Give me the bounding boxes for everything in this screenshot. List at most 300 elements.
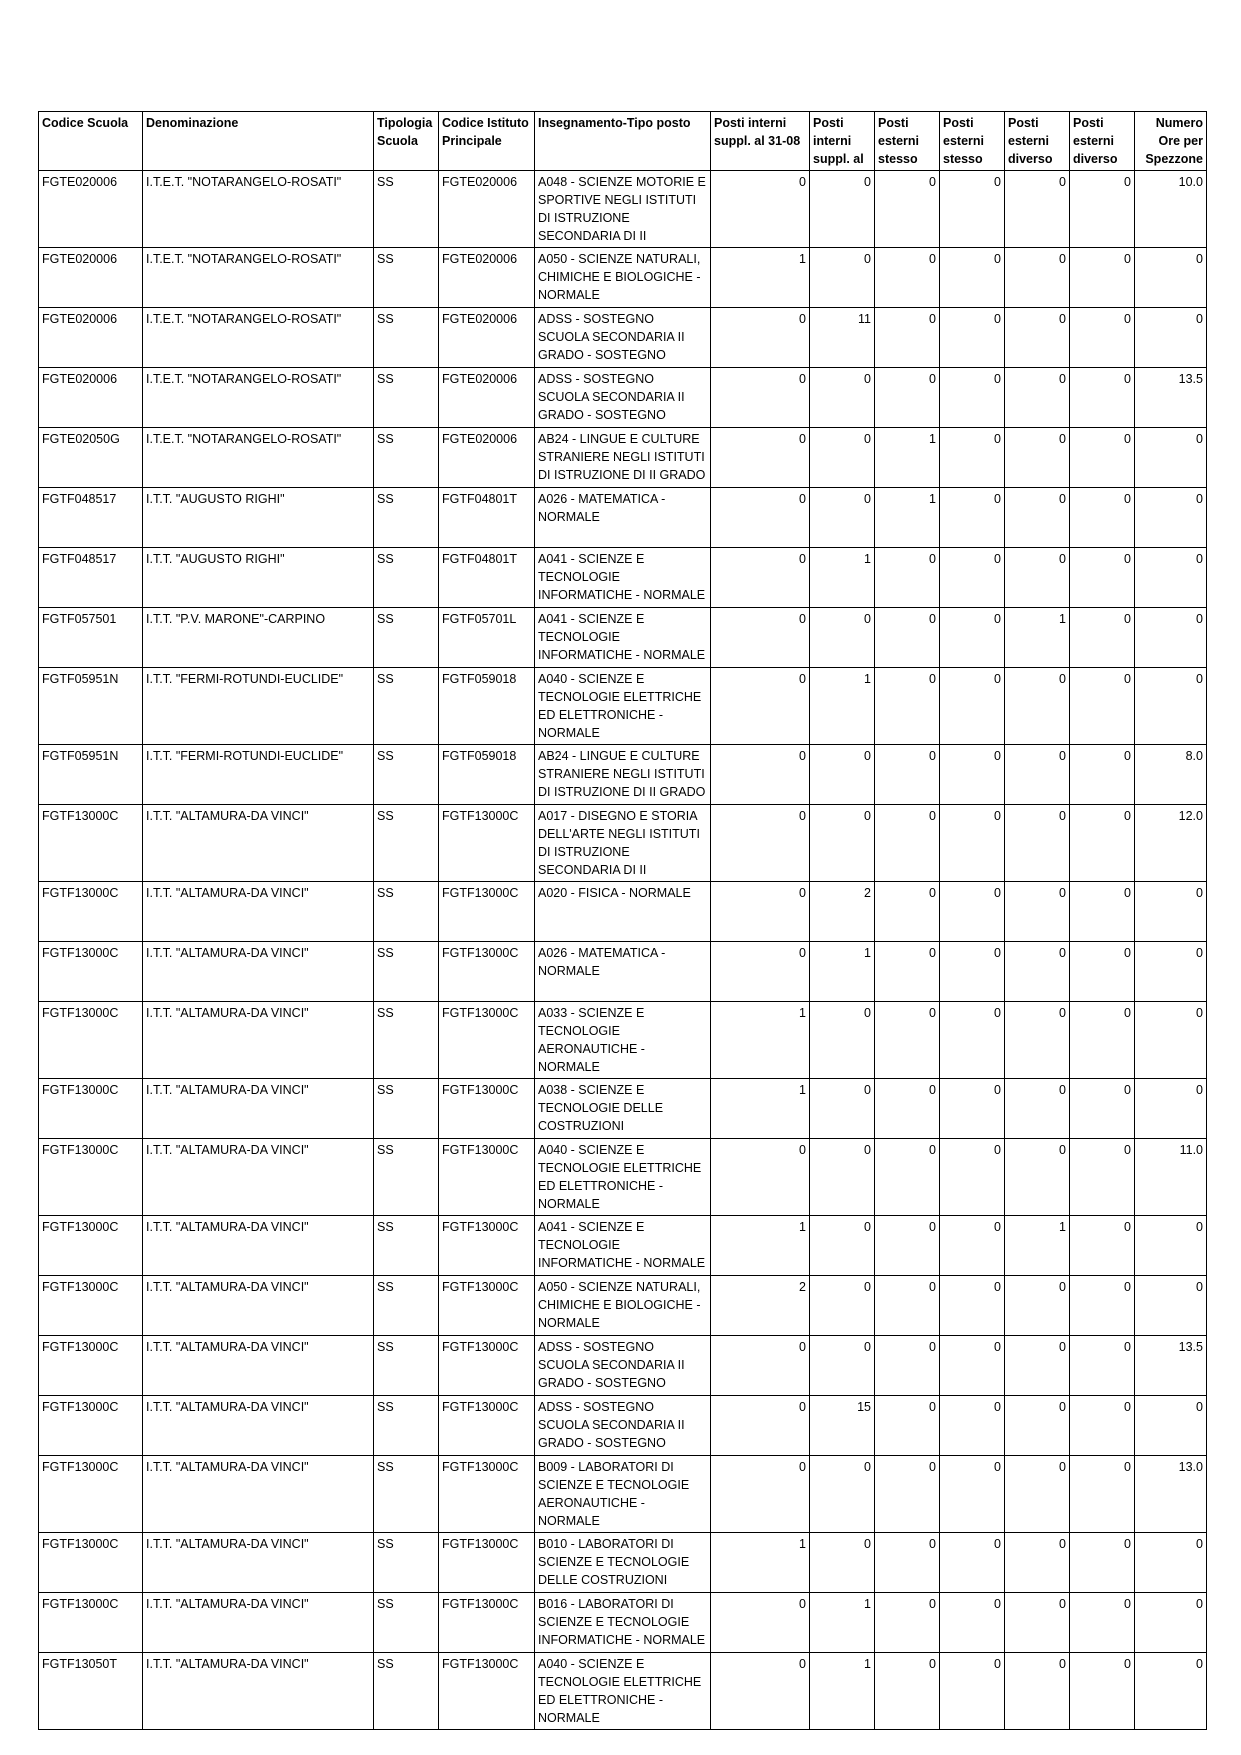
cell-posti-esterni-diverso-b: 0 bbox=[1070, 805, 1135, 882]
cell-posti-interni-suppl: 0 bbox=[810, 428, 875, 488]
cell-codice-istituto: FGTE020006 bbox=[439, 171, 535, 248]
cell-posti-esterni-stesso-a: 1 bbox=[875, 428, 940, 488]
col-header-codice-istituto-principale: Codice Istituto Principale bbox=[439, 112, 535, 171]
cell-posti-interni-31-08: 1 bbox=[711, 1079, 810, 1139]
cell-posti-esterni-stesso-a: 0 bbox=[875, 1216, 940, 1276]
cell-codice-scuola: FGTF13000C bbox=[39, 1533, 143, 1593]
table-row bbox=[39, 1079, 1207, 1139]
cell-denominazione: I.T.T. "ALTAMURA-DA VINCI" bbox=[143, 1336, 374, 1396]
cell-insegnamento: ADSS - SOSTEGNO SCUOLA SECONDARIA II GRADO - SOSTEGNO bbox=[535, 1396, 711, 1456]
cell-posti-esterni-stesso-a: 0 bbox=[875, 1456, 940, 1533]
cell-insegnamento: A041 - SCIENZE E TECNOLOGIE INFORMATICHE - NORMALE bbox=[535, 1216, 711, 1276]
cell-denominazione: I.T.E.T. "NOTARANGELO-ROSATI" bbox=[143, 308, 374, 368]
cell-posti-esterni-stesso-b: 0 bbox=[940, 248, 1005, 308]
cell-posti-esterni-diverso-a: 0 bbox=[1005, 428, 1070, 488]
cell-posti-interni-31-08: 0 bbox=[711, 1396, 810, 1456]
cell-posti-esterni-diverso-a: 0 bbox=[1005, 1456, 1070, 1533]
cell-posti-interni-suppl: 0 bbox=[810, 171, 875, 248]
cell-posti-esterni-diverso-b: 0 bbox=[1070, 745, 1135, 805]
cell-codice-istituto: FGTF059018 bbox=[439, 745, 535, 805]
cell-insegnamento: ADSS - SOSTEGNO SCUOLA SECONDARIA II GRADO - SOSTEGNO bbox=[535, 368, 711, 428]
cell-posti-esterni-stesso-b: 0 bbox=[940, 548, 1005, 608]
table-row bbox=[39, 1456, 1207, 1533]
cell-posti-interni-suppl: 0 bbox=[810, 368, 875, 428]
cell-posti-interni-suppl: 1 bbox=[810, 1653, 875, 1730]
cell-posti-esterni-diverso-b: 0 bbox=[1070, 1533, 1135, 1593]
cell-posti-esterni-stesso-b: 0 bbox=[940, 1533, 1005, 1593]
cell-posti-esterni-stesso-a: 0 bbox=[875, 1396, 940, 1456]
cell-posti-esterni-diverso-a: 0 bbox=[1005, 1653, 1070, 1730]
cell-posti-esterni-stesso-a: 0 bbox=[875, 805, 940, 882]
cell-posti-esterni-stesso-a: 0 bbox=[875, 308, 940, 368]
cell-tipologia: SS bbox=[374, 1079, 439, 1139]
cell-posti-esterni-diverso-a: 1 bbox=[1005, 608, 1070, 668]
cell-codice-scuola: FGTE020006 bbox=[39, 308, 143, 368]
table-row bbox=[39, 1653, 1207, 1730]
cell-posti-esterni-stesso-b: 0 bbox=[940, 428, 1005, 488]
cell-posti-interni-31-08: 1 bbox=[711, 1002, 810, 1079]
cell-denominazione: I.T.T. "ALTAMURA-DA VINCI" bbox=[143, 1276, 374, 1336]
cell-denominazione: I.T.T. "FERMI-ROTUNDI-EUCLIDE" bbox=[143, 745, 374, 805]
cell-tipologia: SS bbox=[374, 428, 439, 488]
cell-posti-esterni-stesso-b: 0 bbox=[940, 1276, 1005, 1336]
cell-codice-istituto: FGTF05701L bbox=[439, 608, 535, 668]
cell-denominazione: I.T.T. "ALTAMURA-DA VINCI" bbox=[143, 1533, 374, 1593]
cell-posti-interni-suppl: 1 bbox=[810, 668, 875, 745]
cell-posti-esterni-diverso-b: 0 bbox=[1070, 1079, 1135, 1139]
cell-posti-esterni-stesso-b: 0 bbox=[940, 171, 1005, 248]
cell-posti-interni-31-08: 0 bbox=[711, 1336, 810, 1396]
cell-insegnamento: A040 - SCIENZE E TECNOLOGIE ELETTRICHE ED ELETTRONICHE - NORMALE bbox=[535, 1653, 711, 1730]
cell-posti-esterni-diverso-a: 0 bbox=[1005, 368, 1070, 428]
cell-posti-interni-suppl: 0 bbox=[810, 805, 875, 882]
cell-codice-istituto: FGTF13000C bbox=[439, 805, 535, 882]
cell-denominazione: I.T.T. "ALTAMURA-DA VINCI" bbox=[143, 1653, 374, 1730]
cell-posti-esterni-stesso-b: 0 bbox=[940, 668, 1005, 745]
cell-posti-esterni-diverso-b: 0 bbox=[1070, 1139, 1135, 1216]
cell-denominazione: I.T.T. "ALTAMURA-DA VINCI" bbox=[143, 1396, 374, 1456]
cell-denominazione: I.T.T. "ALTAMURA-DA VINCI" bbox=[143, 1216, 374, 1276]
cell-numero-ore: 0 bbox=[1135, 668, 1207, 745]
cell-posti-interni-suppl: 0 bbox=[810, 1079, 875, 1139]
cell-denominazione: I.T.T. "AUGUSTO RIGHI" bbox=[143, 548, 374, 608]
cell-posti-esterni-diverso-a: 0 bbox=[1005, 548, 1070, 608]
cell-numero-ore: 13.5 bbox=[1135, 368, 1207, 428]
table-row bbox=[39, 1216, 1207, 1276]
cell-numero-ore: 10.0 bbox=[1135, 171, 1207, 248]
cell-tipologia: SS bbox=[374, 1653, 439, 1730]
cell-posti-esterni-stesso-b: 0 bbox=[940, 1139, 1005, 1216]
cell-codice-istituto: FGTF13000C bbox=[439, 1396, 535, 1456]
cell-codice-scuola: FGTF05951N bbox=[39, 745, 143, 805]
cell-posti-esterni-diverso-b: 0 bbox=[1070, 368, 1135, 428]
cell-posti-esterni-diverso-b: 0 bbox=[1070, 248, 1135, 308]
cell-posti-esterni-diverso-a: 0 bbox=[1005, 1336, 1070, 1396]
cell-posti-esterni-diverso-a: 0 bbox=[1005, 1396, 1070, 1456]
cell-tipologia: SS bbox=[374, 608, 439, 668]
cell-denominazione: I.T.E.T. "NOTARANGELO-ROSATI" bbox=[143, 428, 374, 488]
cell-posti-esterni-diverso-b: 0 bbox=[1070, 1593, 1135, 1653]
cell-posti-esterni-stesso-a: 0 bbox=[875, 1139, 940, 1216]
cell-numero-ore: 0 bbox=[1135, 548, 1207, 608]
cell-insegnamento: ADSS - SOSTEGNO SCUOLA SECONDARIA II GRADO - SOSTEGNO bbox=[535, 1336, 711, 1396]
col-header-denominazione: Denominazione bbox=[143, 112, 374, 171]
cell-posti-esterni-diverso-a: 0 bbox=[1005, 1276, 1070, 1336]
cell-insegnamento: A033 - SCIENZE E TECNOLOGIE AERONAUTICHE - NORMALE bbox=[535, 1002, 711, 1079]
cell-posti-esterni-stesso-a: 0 bbox=[875, 548, 940, 608]
header-row bbox=[39, 112, 1207, 171]
cell-insegnamento: B010 - LABORATORI DI SCIENZE E TECNOLOGIE DELLE COSTRUZIONI bbox=[535, 1533, 711, 1593]
cell-codice-istituto: FGTF13000C bbox=[439, 1276, 535, 1336]
cell-codice-scuola: FGTF13000C bbox=[39, 1456, 143, 1533]
cell-codice-istituto: FGTF13000C bbox=[439, 1533, 535, 1593]
cell-tipologia: SS bbox=[374, 668, 439, 745]
cell-insegnamento: A040 - SCIENZE E TECNOLOGIE ELETTRICHE ED ELETTRONICHE - NORMALE bbox=[535, 1139, 711, 1216]
cell-posti-interni-31-08: 0 bbox=[711, 942, 810, 1002]
cell-tipologia: SS bbox=[374, 1396, 439, 1456]
cell-posti-esterni-stesso-b: 0 bbox=[940, 368, 1005, 428]
cell-posti-esterni-stesso-b: 0 bbox=[940, 942, 1005, 1002]
cell-posti-esterni-diverso-b: 0 bbox=[1070, 882, 1135, 942]
cell-tipologia: SS bbox=[374, 1593, 439, 1653]
cell-numero-ore: 0 bbox=[1135, 1002, 1207, 1079]
table-row bbox=[39, 1593, 1207, 1653]
cell-codice-scuola: FGTF13000C bbox=[39, 1079, 143, 1139]
cell-codice-istituto: FGTF13000C bbox=[439, 1079, 535, 1139]
col-header-numero-ore-spezzone: Numero Ore per Spezzone bbox=[1135, 112, 1207, 171]
cell-tipologia: SS bbox=[374, 805, 439, 882]
cell-posti-esterni-diverso-a: 0 bbox=[1005, 171, 1070, 248]
cell-denominazione: I.T.E.T. "NOTARANGELO-ROSATI" bbox=[143, 171, 374, 248]
cell-denominazione: I.T.T. "ALTAMURA-DA VINCI" bbox=[143, 942, 374, 1002]
cell-posti-interni-31-08: 1 bbox=[711, 1216, 810, 1276]
cell-posti-esterni-stesso-b: 0 bbox=[940, 1653, 1005, 1730]
cell-posti-esterni-diverso-b: 0 bbox=[1070, 1396, 1135, 1456]
cell-codice-istituto: FGTF13000C bbox=[439, 882, 535, 942]
cell-posti-esterni-diverso-a: 0 bbox=[1005, 882, 1070, 942]
cell-numero-ore: 12.0 bbox=[1135, 805, 1207, 882]
cell-posti-interni-suppl: 0 bbox=[810, 1456, 875, 1533]
cell-posti-esterni-diverso-b: 0 bbox=[1070, 1276, 1135, 1336]
cell-posti-esterni-stesso-b: 0 bbox=[940, 488, 1005, 548]
table-row bbox=[39, 1139, 1207, 1216]
table-row bbox=[39, 942, 1207, 1002]
cell-posti-interni-31-08: 0 bbox=[711, 1456, 810, 1533]
cell-posti-interni-31-08: 0 bbox=[711, 488, 810, 548]
cell-numero-ore: 0 bbox=[1135, 428, 1207, 488]
cell-posti-esterni-diverso-a: 0 bbox=[1005, 1079, 1070, 1139]
cell-insegnamento: AB24 - LINGUE E CULTURE STRANIERE NEGLI ISTITUTI DI ISTRUZIONE DI II GRADO bbox=[535, 428, 711, 488]
cell-tipologia: SS bbox=[374, 368, 439, 428]
cell-posti-interni-31-08: 2 bbox=[711, 1276, 810, 1336]
cell-posti-esterni-diverso-b: 0 bbox=[1070, 1216, 1135, 1276]
cell-posti-interni-suppl: 0 bbox=[810, 1002, 875, 1079]
cell-posti-esterni-stesso-a: 0 bbox=[875, 1002, 940, 1079]
cell-codice-scuola: FGTF05951N bbox=[39, 668, 143, 745]
table-row bbox=[39, 308, 1207, 368]
cell-posti-esterni-diverso-a: 0 bbox=[1005, 1533, 1070, 1593]
table-row bbox=[39, 488, 1207, 548]
cell-insegnamento: ADSS - SOSTEGNO SCUOLA SECONDARIA II GRADO - SOSTEGNO bbox=[535, 308, 711, 368]
cell-denominazione: I.T.E.T. "NOTARANGELO-ROSATI" bbox=[143, 368, 374, 428]
cell-tipologia: SS bbox=[374, 1276, 439, 1336]
cell-codice-istituto: FGTE020006 bbox=[439, 248, 535, 308]
cell-numero-ore: 0 bbox=[1135, 1593, 1207, 1653]
cell-tipologia: SS bbox=[374, 1139, 439, 1216]
cell-insegnamento: B009 - LABORATORI DI SCIENZE E TECNOLOGIE AERONAUTICHE - NORMALE bbox=[535, 1456, 711, 1533]
cell-tipologia: SS bbox=[374, 1216, 439, 1276]
cell-denominazione: I.T.T. "ALTAMURA-DA VINCI" bbox=[143, 1139, 374, 1216]
cell-posti-esterni-stesso-b: 0 bbox=[940, 745, 1005, 805]
cell-codice-istituto: FGTF13000C bbox=[439, 1456, 535, 1533]
cell-posti-esterni-stesso-a: 0 bbox=[875, 668, 940, 745]
cell-numero-ore: 0 bbox=[1135, 308, 1207, 368]
cell-denominazione: I.T.T. "AUGUSTO RIGHI" bbox=[143, 488, 374, 548]
cell-posti-esterni-diverso-a: 0 bbox=[1005, 248, 1070, 308]
col-header-posti-interni-suppl-al: Posti interni suppl. al bbox=[810, 112, 875, 171]
cell-codice-istituto: FGTF13000C bbox=[439, 1593, 535, 1653]
cell-numero-ore: 13.0 bbox=[1135, 1456, 1207, 1533]
cell-posti-esterni-stesso-a: 1 bbox=[875, 488, 940, 548]
cell-numero-ore: 0 bbox=[1135, 1079, 1207, 1139]
col-header-posti-esterni-diverso-b: Posti esterni diverso bbox=[1070, 112, 1135, 171]
cell-posti-interni-suppl: 1 bbox=[810, 942, 875, 1002]
cell-posti-esterni-stesso-a: 0 bbox=[875, 882, 940, 942]
table-row bbox=[39, 1276, 1207, 1336]
cell-posti-interni-suppl: 2 bbox=[810, 882, 875, 942]
cell-numero-ore: 13.5 bbox=[1135, 1336, 1207, 1396]
cell-codice-scuola: FGTF13000C bbox=[39, 1139, 143, 1216]
cell-posti-interni-31-08: 0 bbox=[711, 882, 810, 942]
cell-posti-interni-31-08: 0 bbox=[711, 668, 810, 745]
cell-tipologia: SS bbox=[374, 248, 439, 308]
cell-posti-interni-suppl: 0 bbox=[810, 745, 875, 805]
cell-codice-scuola: FGTF13050T bbox=[39, 1653, 143, 1730]
table-row bbox=[39, 171, 1207, 248]
cell-insegnamento: A040 - SCIENZE E TECNOLOGIE ELETTRICHE ED ELETTRONICHE - NORMALE bbox=[535, 668, 711, 745]
cell-posti-esterni-stesso-b: 0 bbox=[940, 308, 1005, 368]
table-row bbox=[39, 548, 1207, 608]
cell-posti-esterni-diverso-a: 0 bbox=[1005, 488, 1070, 548]
cell-numero-ore: 0 bbox=[1135, 942, 1207, 1002]
cell-posti-esterni-diverso-a: 0 bbox=[1005, 668, 1070, 745]
table-row bbox=[39, 805, 1207, 882]
cell-posti-interni-suppl: 0 bbox=[810, 1336, 875, 1396]
cell-numero-ore: 8.0 bbox=[1135, 745, 1207, 805]
cell-codice-scuola: FGTE020006 bbox=[39, 248, 143, 308]
table-row bbox=[39, 745, 1207, 805]
cell-posti-esterni-diverso-b: 0 bbox=[1070, 608, 1135, 668]
table-row bbox=[39, 1396, 1207, 1456]
table-row bbox=[39, 608, 1207, 668]
cell-denominazione: I.T.T. "FERMI-ROTUNDI-EUCLIDE" bbox=[143, 668, 374, 745]
cell-posti-interni-31-08: 1 bbox=[711, 248, 810, 308]
cell-posti-esterni-stesso-a: 0 bbox=[875, 1079, 940, 1139]
cell-codice-scuola: FGTF048517 bbox=[39, 548, 143, 608]
cell-codice-scuola: FGTE020006 bbox=[39, 368, 143, 428]
table-row bbox=[39, 882, 1207, 942]
cell-posti-esterni-stesso-a: 0 bbox=[875, 942, 940, 1002]
cell-posti-esterni-stesso-a: 0 bbox=[875, 1653, 940, 1730]
cell-numero-ore: 0 bbox=[1135, 1396, 1207, 1456]
cell-tipologia: SS bbox=[374, 1533, 439, 1593]
cell-posti-esterni-stesso-b: 0 bbox=[940, 1593, 1005, 1653]
cell-posti-esterni-stesso-a: 0 bbox=[875, 1533, 940, 1593]
cell-posti-esterni-diverso-b: 0 bbox=[1070, 171, 1135, 248]
cell-posti-interni-suppl: 0 bbox=[810, 1216, 875, 1276]
cell-insegnamento: B016 - LABORATORI DI SCIENZE E TECNOLOGIE INFORMATICHE - NORMALE bbox=[535, 1593, 711, 1653]
cell-numero-ore: 0 bbox=[1135, 1216, 1207, 1276]
posti-table bbox=[38, 111, 1207, 1730]
cell-insegnamento: A041 - SCIENZE E TECNOLOGIE INFORMATICHE - NORMALE bbox=[535, 548, 711, 608]
col-header-codice-scuola: Codice Scuola bbox=[39, 112, 143, 171]
cell-numero-ore: 0 bbox=[1135, 882, 1207, 942]
cell-posti-interni-suppl: 0 bbox=[810, 1139, 875, 1216]
cell-denominazione: I.T.T. "ALTAMURA-DA VINCI" bbox=[143, 1456, 374, 1533]
cell-posti-interni-31-08: 0 bbox=[711, 1139, 810, 1216]
cell-posti-interni-suppl: 0 bbox=[810, 608, 875, 668]
cell-tipologia: SS bbox=[374, 308, 439, 368]
cell-posti-esterni-stesso-b: 0 bbox=[940, 1002, 1005, 1079]
cell-posti-esterni-stesso-a: 0 bbox=[875, 608, 940, 668]
cell-posti-esterni-stesso-b: 0 bbox=[940, 1456, 1005, 1533]
cell-posti-interni-31-08: 1 bbox=[711, 1533, 810, 1593]
cell-insegnamento: AB24 - LINGUE E CULTURE STRANIERE NEGLI ISTITUTI DI ISTRUZIONE DI II GRADO bbox=[535, 745, 711, 805]
cell-posti-esterni-stesso-a: 0 bbox=[875, 248, 940, 308]
cell-codice-istituto: FGTF13000C bbox=[439, 1139, 535, 1216]
cell-codice-scuola: FGTF13000C bbox=[39, 805, 143, 882]
cell-posti-esterni-stesso-a: 0 bbox=[875, 1336, 940, 1396]
cell-tipologia: SS bbox=[374, 171, 439, 248]
cell-posti-esterni-diverso-b: 0 bbox=[1070, 942, 1135, 1002]
cell-tipologia: SS bbox=[374, 1456, 439, 1533]
cell-insegnamento: A041 - SCIENZE E TECNOLOGIE INFORMATICHE - NORMALE bbox=[535, 608, 711, 668]
cell-posti-interni-suppl: 0 bbox=[810, 248, 875, 308]
cell-posti-esterni-stesso-a: 0 bbox=[875, 171, 940, 248]
cell-posti-interni-suppl: 15 bbox=[810, 1396, 875, 1456]
cell-posti-esterni-stesso-b: 0 bbox=[940, 1396, 1005, 1456]
cell-posti-esterni-diverso-a: 1 bbox=[1005, 1216, 1070, 1276]
cell-codice-scuola: FGTF13000C bbox=[39, 1396, 143, 1456]
cell-codice-istituto: FGTF13000C bbox=[439, 942, 535, 1002]
cell-posti-esterni-stesso-a: 0 bbox=[875, 1593, 940, 1653]
cell-posti-interni-suppl: 0 bbox=[810, 1276, 875, 1336]
cell-insegnamento: A048 - SCIENZE MOTORIE E SPORTIVE NEGLI ISTITUTI DI ISTRUZIONE SECONDARIA DI II bbox=[535, 171, 711, 248]
cell-codice-scuola: FGTE02050G bbox=[39, 428, 143, 488]
cell-codice-scuola: FGTF13000C bbox=[39, 1593, 143, 1653]
cell-codice-scuola: FGTF13000C bbox=[39, 882, 143, 942]
cell-posti-esterni-stesso-b: 0 bbox=[940, 1216, 1005, 1276]
cell-posti-esterni-stesso-b: 0 bbox=[940, 1079, 1005, 1139]
cell-posti-interni-suppl: 1 bbox=[810, 548, 875, 608]
cell-posti-interni-31-08: 0 bbox=[711, 428, 810, 488]
cell-tipologia: SS bbox=[374, 745, 439, 805]
cell-codice-scuola: FGTF13000C bbox=[39, 942, 143, 1002]
cell-posti-interni-suppl: 0 bbox=[810, 488, 875, 548]
cell-insegnamento: A050 - SCIENZE NATURALI, CHIMICHE E BIOLOGICHE - NORMALE bbox=[535, 1276, 711, 1336]
cell-tipologia: SS bbox=[374, 1002, 439, 1079]
cell-numero-ore: 0 bbox=[1135, 608, 1207, 668]
cell-tipologia: SS bbox=[374, 882, 439, 942]
cell-posti-esterni-diverso-a: 0 bbox=[1005, 1002, 1070, 1079]
cell-posti-esterni-diverso-b: 0 bbox=[1070, 1653, 1135, 1730]
cell-codice-istituto: FGTF04801T bbox=[439, 488, 535, 548]
cell-insegnamento: A026 - MATEMATICA - NORMALE bbox=[535, 488, 711, 548]
cell-posti-interni-31-08: 0 bbox=[711, 1653, 810, 1730]
cell-posti-esterni-diverso-b: 0 bbox=[1070, 548, 1135, 608]
cell-posti-interni-suppl: 11 bbox=[810, 308, 875, 368]
table-row bbox=[39, 368, 1207, 428]
cell-posti-esterni-diverso-a: 0 bbox=[1005, 1139, 1070, 1216]
cell-codice-istituto: FGTF059018 bbox=[439, 668, 535, 745]
cell-posti-esterni-diverso-b: 0 bbox=[1070, 488, 1135, 548]
cell-posti-interni-suppl: 0 bbox=[810, 1533, 875, 1593]
table-row bbox=[39, 1336, 1207, 1396]
cell-posti-esterni-stesso-b: 0 bbox=[940, 882, 1005, 942]
cell-denominazione: I.T.T. "ALTAMURA-DA VINCI" bbox=[143, 1593, 374, 1653]
cell-posti-esterni-stesso-a: 0 bbox=[875, 1276, 940, 1336]
cell-posti-interni-31-08: 0 bbox=[711, 1593, 810, 1653]
cell-denominazione: I.T.T. "ALTAMURA-DA VINCI" bbox=[143, 805, 374, 882]
col-header-posti-esterni-diverso-a: Posti esterni diverso bbox=[1005, 112, 1070, 171]
cell-numero-ore: 0 bbox=[1135, 1533, 1207, 1593]
cell-numero-ore: 0 bbox=[1135, 1653, 1207, 1730]
cell-insegnamento: A026 - MATEMATICA - NORMALE bbox=[535, 942, 711, 1002]
cell-denominazione: I.T.T. "ALTAMURA-DA VINCI" bbox=[143, 1079, 374, 1139]
table-row bbox=[39, 248, 1207, 308]
cell-insegnamento: A038 - SCIENZE E TECNOLOGIE DELLE COSTRUZIONI bbox=[535, 1079, 711, 1139]
table-row bbox=[39, 1002, 1207, 1079]
col-header-posti-esterni-stesso-a: Posti esterni stesso bbox=[875, 112, 940, 171]
cell-posti-esterni-stesso-b: 0 bbox=[940, 608, 1005, 668]
cell-posti-interni-31-08: 0 bbox=[711, 368, 810, 428]
cell-posti-interni-31-08: 0 bbox=[711, 308, 810, 368]
cell-posti-interni-31-08: 0 bbox=[711, 608, 810, 668]
cell-codice-scuola: FGTF13000C bbox=[39, 1336, 143, 1396]
cell-posti-esterni-diverso-a: 0 bbox=[1005, 942, 1070, 1002]
cell-codice-istituto: FGTE020006 bbox=[439, 368, 535, 428]
cell-codice-istituto: FGTF13000C bbox=[439, 1216, 535, 1276]
cell-posti-esterni-diverso-b: 0 bbox=[1070, 1002, 1135, 1079]
cell-codice-istituto: FGTE020006 bbox=[439, 308, 535, 368]
cell-posti-esterni-stesso-a: 0 bbox=[875, 745, 940, 805]
cell-insegnamento: A050 - SCIENZE NATURALI, CHIMICHE E BIOLOGICHE - NORMALE bbox=[535, 248, 711, 308]
cell-posti-esterni-diverso-b: 0 bbox=[1070, 1456, 1135, 1533]
cell-posti-esterni-diverso-b: 0 bbox=[1070, 1336, 1135, 1396]
cell-insegnamento: A017 - DISEGNO E STORIA DELL'ARTE NEGLI ISTITUTI DI ISTRUZIONE SECONDARIA DI II bbox=[535, 805, 711, 882]
cell-codice-istituto: FGTF04801T bbox=[439, 548, 535, 608]
col-header-posti-interni-suppl-31-08: Posti interni suppl. al 31-08 bbox=[711, 112, 810, 171]
cell-denominazione: I.T.T. "ALTAMURA-DA VINCI" bbox=[143, 882, 374, 942]
cell-tipologia: SS bbox=[374, 548, 439, 608]
cell-posti-esterni-stesso-b: 0 bbox=[940, 805, 1005, 882]
cell-posti-esterni-diverso-a: 0 bbox=[1005, 805, 1070, 882]
cell-tipologia: SS bbox=[374, 942, 439, 1002]
cell-posti-esterni-diverso-a: 0 bbox=[1005, 1593, 1070, 1653]
cell-posti-interni-31-08: 0 bbox=[711, 745, 810, 805]
cell-tipologia: SS bbox=[374, 488, 439, 548]
cell-numero-ore: 0 bbox=[1135, 1276, 1207, 1336]
cell-numero-ore: 0 bbox=[1135, 248, 1207, 308]
table-row bbox=[39, 428, 1207, 488]
cell-posti-interni-31-08: 0 bbox=[711, 805, 810, 882]
cell-codice-istituto: FGTF13000C bbox=[439, 1653, 535, 1730]
cell-insegnamento: A020 - FISICA - NORMALE bbox=[535, 882, 711, 942]
col-header-insegnamento-tipo-posto: Insegnamento-Tipo posto bbox=[535, 112, 711, 171]
cell-posti-esterni-stesso-a: 0 bbox=[875, 368, 940, 428]
cell-numero-ore: 11.0 bbox=[1135, 1139, 1207, 1216]
cell-posti-esterni-stesso-b: 0 bbox=[940, 1336, 1005, 1396]
